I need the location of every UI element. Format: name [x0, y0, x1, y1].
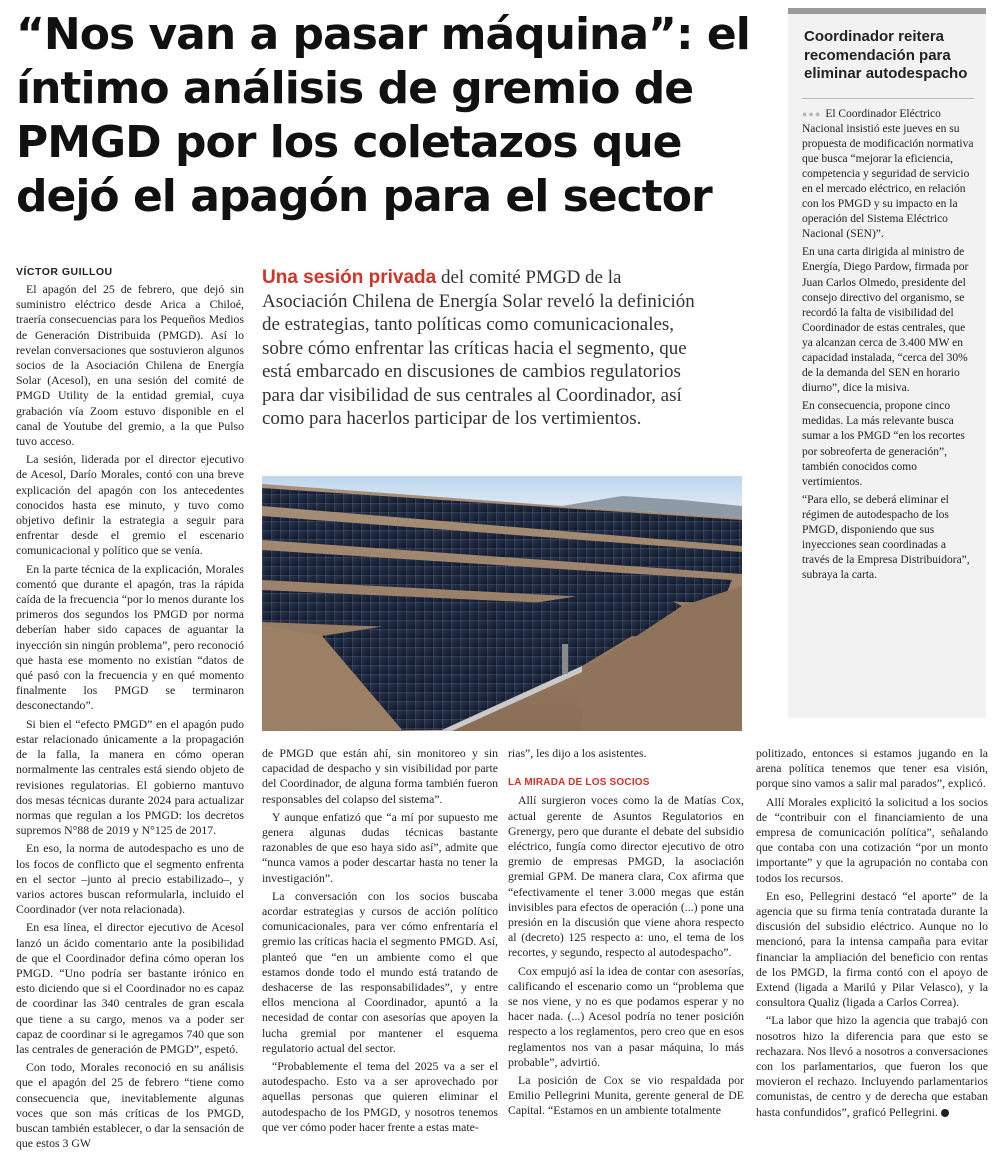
body-paragraph: Y aunque enfatizó que “a mí por supuesto me genera algunas dudas técnicas bastante razonables de que eso haya sido así”, admite que “nunca vamos a poder descartar hasta no tener la investigación”.: [262, 809, 498, 885]
body-paragraph: “Probablemente el tema del 2025 va a ser el autodespacho. Esto va a ser aprovechado por aquellas personas que quieren eliminar el autodespacho de los PMGD, y nosotros tenemos que ver cómo poder hacer frente a estas mate-: [262, 1059, 498, 1134]
article-column-2: [262, 746, 498, 1154]
article-column-3: [508, 746, 744, 1154]
body-paragraph: En eso, Pellegrini destacó “el aporte” de la agencia que su firma tenía contratada durante la discusión del subsidio eléctrico. Aunque no lo mencionó, para la intensa campaña para evitar financiar la ampliación del beneficio con rentas de los PMGD, la firma contó con el apoyo de Extend (ligada a Marilú y Pilar Velasco), y la consultora Qualiz (ligada a Carlos Correa).: [756, 888, 988, 1010]
body-paragraph: La posición de Cox se vio respaldada por Emilio Pellegrini Munita, gerente general de DE Capital. “Estamos en un ambiente totalmente: [508, 1073, 744, 1118]
lead-text: del comité PMGD de la Asociación Chilena de Energía Solar reveló la definición de estrategias, tanto políticas como comunicacionales, sobre cómo enfrentar las críticas hacia el segmento, que está embarcado en discusiones de cambios regulatorios para dar visibilidad de sus centrales al Coordinador, así como para hacerlos participar de los vertimientos.: [262, 267, 695, 429]
article-column-1: [16, 282, 244, 1154]
sidebar-box: [788, 8, 986, 718]
body-paragraph: La conversación con los socios buscaba acordar estrategias y cursos de acción político comunicacionales, para ver cómo enfrentaría el gremio las críticas hacia el segmento PMGD. Así, planteó que “en un ambiente como el que estamos donde todo el mundo está tratando de deshacerse de las responsabilidades”, y entre ellos menciona al Coordinador, apuntó a la necesidad de contar con asesorías que apoyen la lucha gremial por mantener el esquema regulatorio actual del sector.: [262, 888, 498, 1055]
headline: “Nos van a pasar máquina”: el íntimo análisis de gremio de PMGD por los coletazos que dejó el apagón para el sector: [16, 9, 750, 222]
body-paragraph: La sesión, liderada por el director ejecutivo de Acesol, Darío Morales, contó con una breve explicación del apagón con los antecedentes conocidos hasta ese minuto, y tuvo como objetivo definir la estrategia a seguir para enfrentar desde el gremio el escenario comunicacional y político que se venía.: [16, 452, 244, 558]
body-paragraph: Allí Morales explicitó la solicitud a los socios de “contribuir con el financiamiento de una empresa de comunicación política”, señalando que contaba con una cotización “por un monto importante” y que la agrupación no contaba con todos los recursos.: [756, 794, 988, 885]
body-paragraph: Con todo, Morales reconoció en su análisis que el apagón del 25 de febrero “tiene como consecuencia que, inevitablemente algunas voces que son más críticas de los PMGD, buscan también establecer, o dar la sensación de que estos 3 GW: [16, 1060, 244, 1151]
sidebar-paragraph: “Para ello, se deberá eliminar el régimen de autodespacho de los PMGD, disponiendo que sus inyecciones sean coordinadas a través de la Empresa Distribuidora”, subraya la carta.: [802, 493, 970, 582]
body-paragraph: politizado, entonces si estamos jugando en la arena política tenemos que tener esa visión, porque sino vamos a salir mal parados”, explicó.: [756, 746, 988, 791]
sidebar-paragraph: ●●● El Coordinador Eléctrico Nacional insistió este jueves en su propuesta de modificación normativa que busca “mejorar la eficiencia, competencia y seguridad de servicio en el mercado eléctrico, en relación con los PMGD y su impacto en la operación del Sistema Eléctrico Nacional (SEN)”.: [802, 107, 974, 241]
sidebar-divider: [802, 98, 974, 99]
byline: VÍCTOR GUILLOU: [16, 266, 113, 278]
sidebar-body: [802, 107, 976, 584]
sidebar-paragraph: En consecuencia, propone cinco medidas. La más relevante busca sumar a los PMGD “en los recortes por sobreoferta de generación”, también conocidos como vertimientos.: [802, 400, 965, 488]
sidebar-top-bar: [788, 8, 986, 14]
lead-paragraph: [262, 266, 700, 431]
body-paragraph: En esa línea, el director ejecutivo de Acesol lanzó un ácido comentario ante la posibilidad de que el Coordinador defina cómo operan los PMGD. “Uno podría ser bastante irónico en esto diciendo que si el Coordinador no es capaz de coordinar las 340 centrales de gran escala que tiene a su cargo, menos va a poder ser capaz de coordinar si le agregamos 740 que son las centrales de generación de PMGD”, espetó.: [16, 920, 244, 1056]
solar-panel-field-photo: [262, 476, 742, 731]
body-paragraph: El apagón del 25 de febrero, que dejó sin suministro eléctrico desde Arica a Chiloé, traería consecuencias para los Pequeños Medios de Generación Distribuida (PMGD). Así lo revelan conversaciones que sostuvieron algunos socios de la Asociación Chilena de Energía Solar (Acesol), en una sesión del comité de PMGD Utility de la entidad gremial, cuya grabación vía Zoom estuvo disponible en el canal de Youtube del gremio, a la que Pulso tuvo acceso.: [16, 282, 244, 449]
body-paragraph: Allí surgieron voces como la de Matías Cox, actual gerente de Asuntos Regulatorios en Grenergy, pero que durante el debate del subsidio eléctrico, fungía como director ejecutivo de otro gremio de empresas PMGD, la asociación gremial GPM. De manera clara, Cox afirma que “efectivamente el tener 3.000 megas que están invisibles para efectos de operación (...) pone una presión en la discusión que viene ahora respecto al (decreto) 125 respecto a: uno, el tema de los recortes, y segundo, respecto al autodespacho”.: [508, 793, 744, 960]
body-paragraph: Cox empujó así la idea de contar con asesorías, calificando el escenario como un “problema que se nos viene, y no es que podamos esperar y no hacer nada. (...) Acesol podría no tener posición respecto a los reglamentos, pero creo que en esos reglamentos nos van a pasar máquina, lo más probable”, advirtió.: [508, 963, 744, 1069]
body-paragraph: En eso, la norma de autodespacho es uno de los focos de conflicto que el segmento enfrenta en el sector –junto al precio estabilizado–, y varios actores buscan reformularla, incluido el Coordinador (ver nota relacionada).: [16, 841, 244, 917]
body-paragraph: rias”, les dijo a los asistentes.: [508, 746, 647, 760]
section-dots-icon: ●●●: [802, 108, 822, 119]
sidebar-paragraph: En una carta dirigida al ministro de Energía, Diego Pardow, firmada por Juan Carlos Olmedo, presidente del consejo directivo del organismo, se recordó la falta de visibilidad del Coordinador de estas centrales, que ya alcanzan cerca de 3.400 MW en capacidad instalada, “cerca del 30% de la demanda del SEN en horario diurno”, dice la misiva.: [802, 246, 969, 395]
lead-highlight: Una sesión privada: [262, 267, 437, 288]
body-paragraph: de PMGD que están ahí, sin monitoreo y sin capacidad de despacho y sin visibilidad por parte del Coordinador, de alguna forma también fueron responsables del colapso del sistema”.: [262, 746, 498, 806]
sidebar-title: Coordinador reitera recomendación para eliminar autodespacho: [804, 28, 968, 82]
body-paragraph: Si bien el “efecto PMGD” en el apagón pudo estar relacionado únicamente a la propagación de la falla, la manera en cómo operan normalmente las centrales está siendo objeto de revisiones regulatorias. El gobierno mantuvo dos mesas técnicas durante 2024 para actualizar normas que regulan a los PMGD: los decretos supremos N°88 de 2019 y N°125 de 2017.: [16, 716, 244, 838]
section-subhead: LA MIRADA DE LOS SOCIOS: [508, 777, 650, 789]
body-paragraph: “La labor que hizo la agencia que trabajó con nosotros hizo la diferencia para que esto se rechazara. Nos llevó a nosotros a conversaciones con los parlamentarios, que fueron los que movieron el rechazo. Incluyendo parlamentarios comunistas, de centro y de derecha que estaban hasta confundidos”, graficó Pellegrini.: [756, 1013, 988, 1119]
end-of-article-icon: [941, 1109, 949, 1117]
body-paragraph: En la parte técnica de la explicación, Morales comentó que durante el apagón, tras la rápida caída de la frecuencia “por lo menos durante los primeros dos segundos los PMGD por norma deberían haber sido capaces de aguantar la inyección sin ningún problema”, pero reconoció que hasta ese momento no existían “datos de qué pasó con la frecuencia y en qué momento finalmente los PMGD se terminaron desconectando”.: [16, 561, 244, 713]
article-column-4: [756, 746, 988, 1154]
